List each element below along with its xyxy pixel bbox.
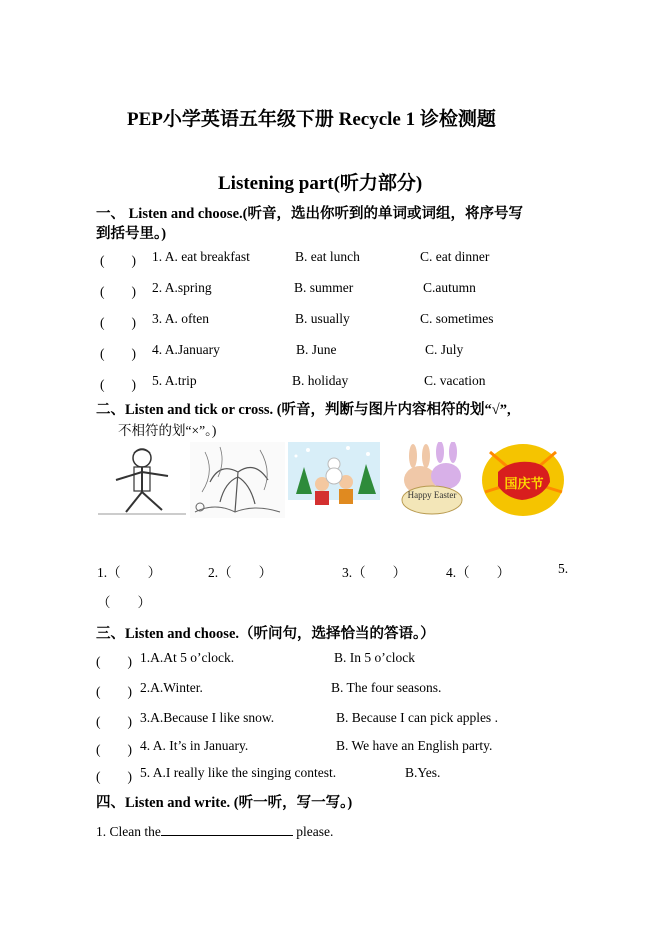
s4-item-1-suffix: please. <box>292 824 334 839</box>
tree-sketch-image <box>190 442 285 518</box>
s1-paren[interactable]: ( ) <box>100 315 136 330</box>
s1-paren[interactable]: ( ) <box>100 253 136 268</box>
s3-option-b: B. The four seasons. <box>331 680 442 695</box>
s3-paren[interactable]: ( ) <box>96 714 132 729</box>
page-title: PEP小学英语五年级下册 Recycle 1 诊检测题 <box>127 109 496 130</box>
s2-answer-1[interactable]: 1.（ ） <box>97 565 162 580</box>
s2-answer-4[interactable]: 4.（ ） <box>446 565 511 580</box>
s3-option-b: B. In 5 o’clock <box>334 650 415 665</box>
s3-option-a: 1.A.At 5 o’clock. <box>140 650 235 665</box>
s1-option-c: C.autumn <box>423 280 476 295</box>
section1-heading-cont: 到括号里。) <box>96 226 167 242</box>
s1-option-b: B. June <box>296 342 337 357</box>
s1-option-a: 4. A.January <box>152 342 220 357</box>
s1-option-a: 1. A. eat breakfast <box>152 249 250 264</box>
s1-paren[interactable]: ( ) <box>100 377 136 392</box>
s4-item-1-prefix: 1. Clean the <box>96 824 161 839</box>
s2-answer-5-label: 5. <box>558 561 569 576</box>
s1-option-b: B. eat lunch <box>295 249 360 264</box>
s3-option-a: 3.A.Because I like snow. <box>140 710 275 725</box>
s3-paren[interactable]: ( ) <box>96 654 132 669</box>
national-day-label: 国庆节 <box>504 477 544 492</box>
s3-option-a: 5. A.I really like the singing contest. <box>140 765 337 780</box>
s1-option-c: C. eat dinner <box>420 249 490 264</box>
easter-label: Happy Easter <box>407 490 457 500</box>
s1-option-c: C. vacation <box>424 373 486 388</box>
section4-heading: 四、Listen and write. (听一听，写一写。) <box>96 795 353 811</box>
section2-heading-cont: 不相符的划“×”。) <box>118 423 217 438</box>
s4-item-1-blank[interactable] <box>161 823 293 836</box>
s3-option-a: 2.A.Winter. <box>140 680 203 695</box>
s1-paren[interactable]: ( ) <box>100 346 136 361</box>
s3-option-b: B. Because I can pick apples . <box>336 710 498 725</box>
s1-option-a: 5. A.trip <box>152 373 197 388</box>
section3-heading: 三、Listen and choose.（听问句，选择恰当的答语。） <box>96 626 435 642</box>
national-day-image <box>480 442 566 518</box>
s1-option-c: C. July <box>425 342 464 357</box>
s1-option-a: 3. A. often <box>152 311 209 326</box>
s1-option-b: B. usually <box>295 311 350 326</box>
s1-option-c: C. sometimes <box>420 311 494 326</box>
easter-bunnies-image <box>388 442 478 518</box>
s1-paren[interactable]: ( ) <box>100 284 136 299</box>
s1-option-a: 2. A.spring <box>152 280 212 295</box>
kungfu-boy-image <box>96 442 188 518</box>
s4-item-1 <box>96 823 333 840</box>
s3-paren[interactable]: ( ) <box>96 684 132 699</box>
s2-answer-3[interactable]: 3.（ ） <box>342 565 407 580</box>
section1-heading: 一、 Listen and choose.(听音，选出你听到的单词或词组，将序号写 <box>96 206 523 222</box>
s2-answer-5[interactable]: （ ） <box>97 595 151 610</box>
s2-answer-2[interactable]: 2.（ ） <box>208 565 273 580</box>
page-subtitle: Listening part(听力部分) <box>218 173 423 194</box>
section2-heading: 二、Listen and tick or cross. (听音，判断与图片内容相符的划“√”, <box>96 402 511 418</box>
s3-option-b: B.Yes. <box>405 765 441 780</box>
s3-option-b: B. We have an English party. <box>336 738 493 753</box>
snow-children-image <box>288 442 380 518</box>
s3-paren[interactable]: ( ) <box>96 769 132 784</box>
s3-paren[interactable]: ( ) <box>96 742 132 757</box>
s3-option-a: 4. A. It’s in January. <box>140 738 249 753</box>
s1-option-b: B. summer <box>294 280 354 295</box>
s1-option-b: B. holiday <box>292 373 349 388</box>
